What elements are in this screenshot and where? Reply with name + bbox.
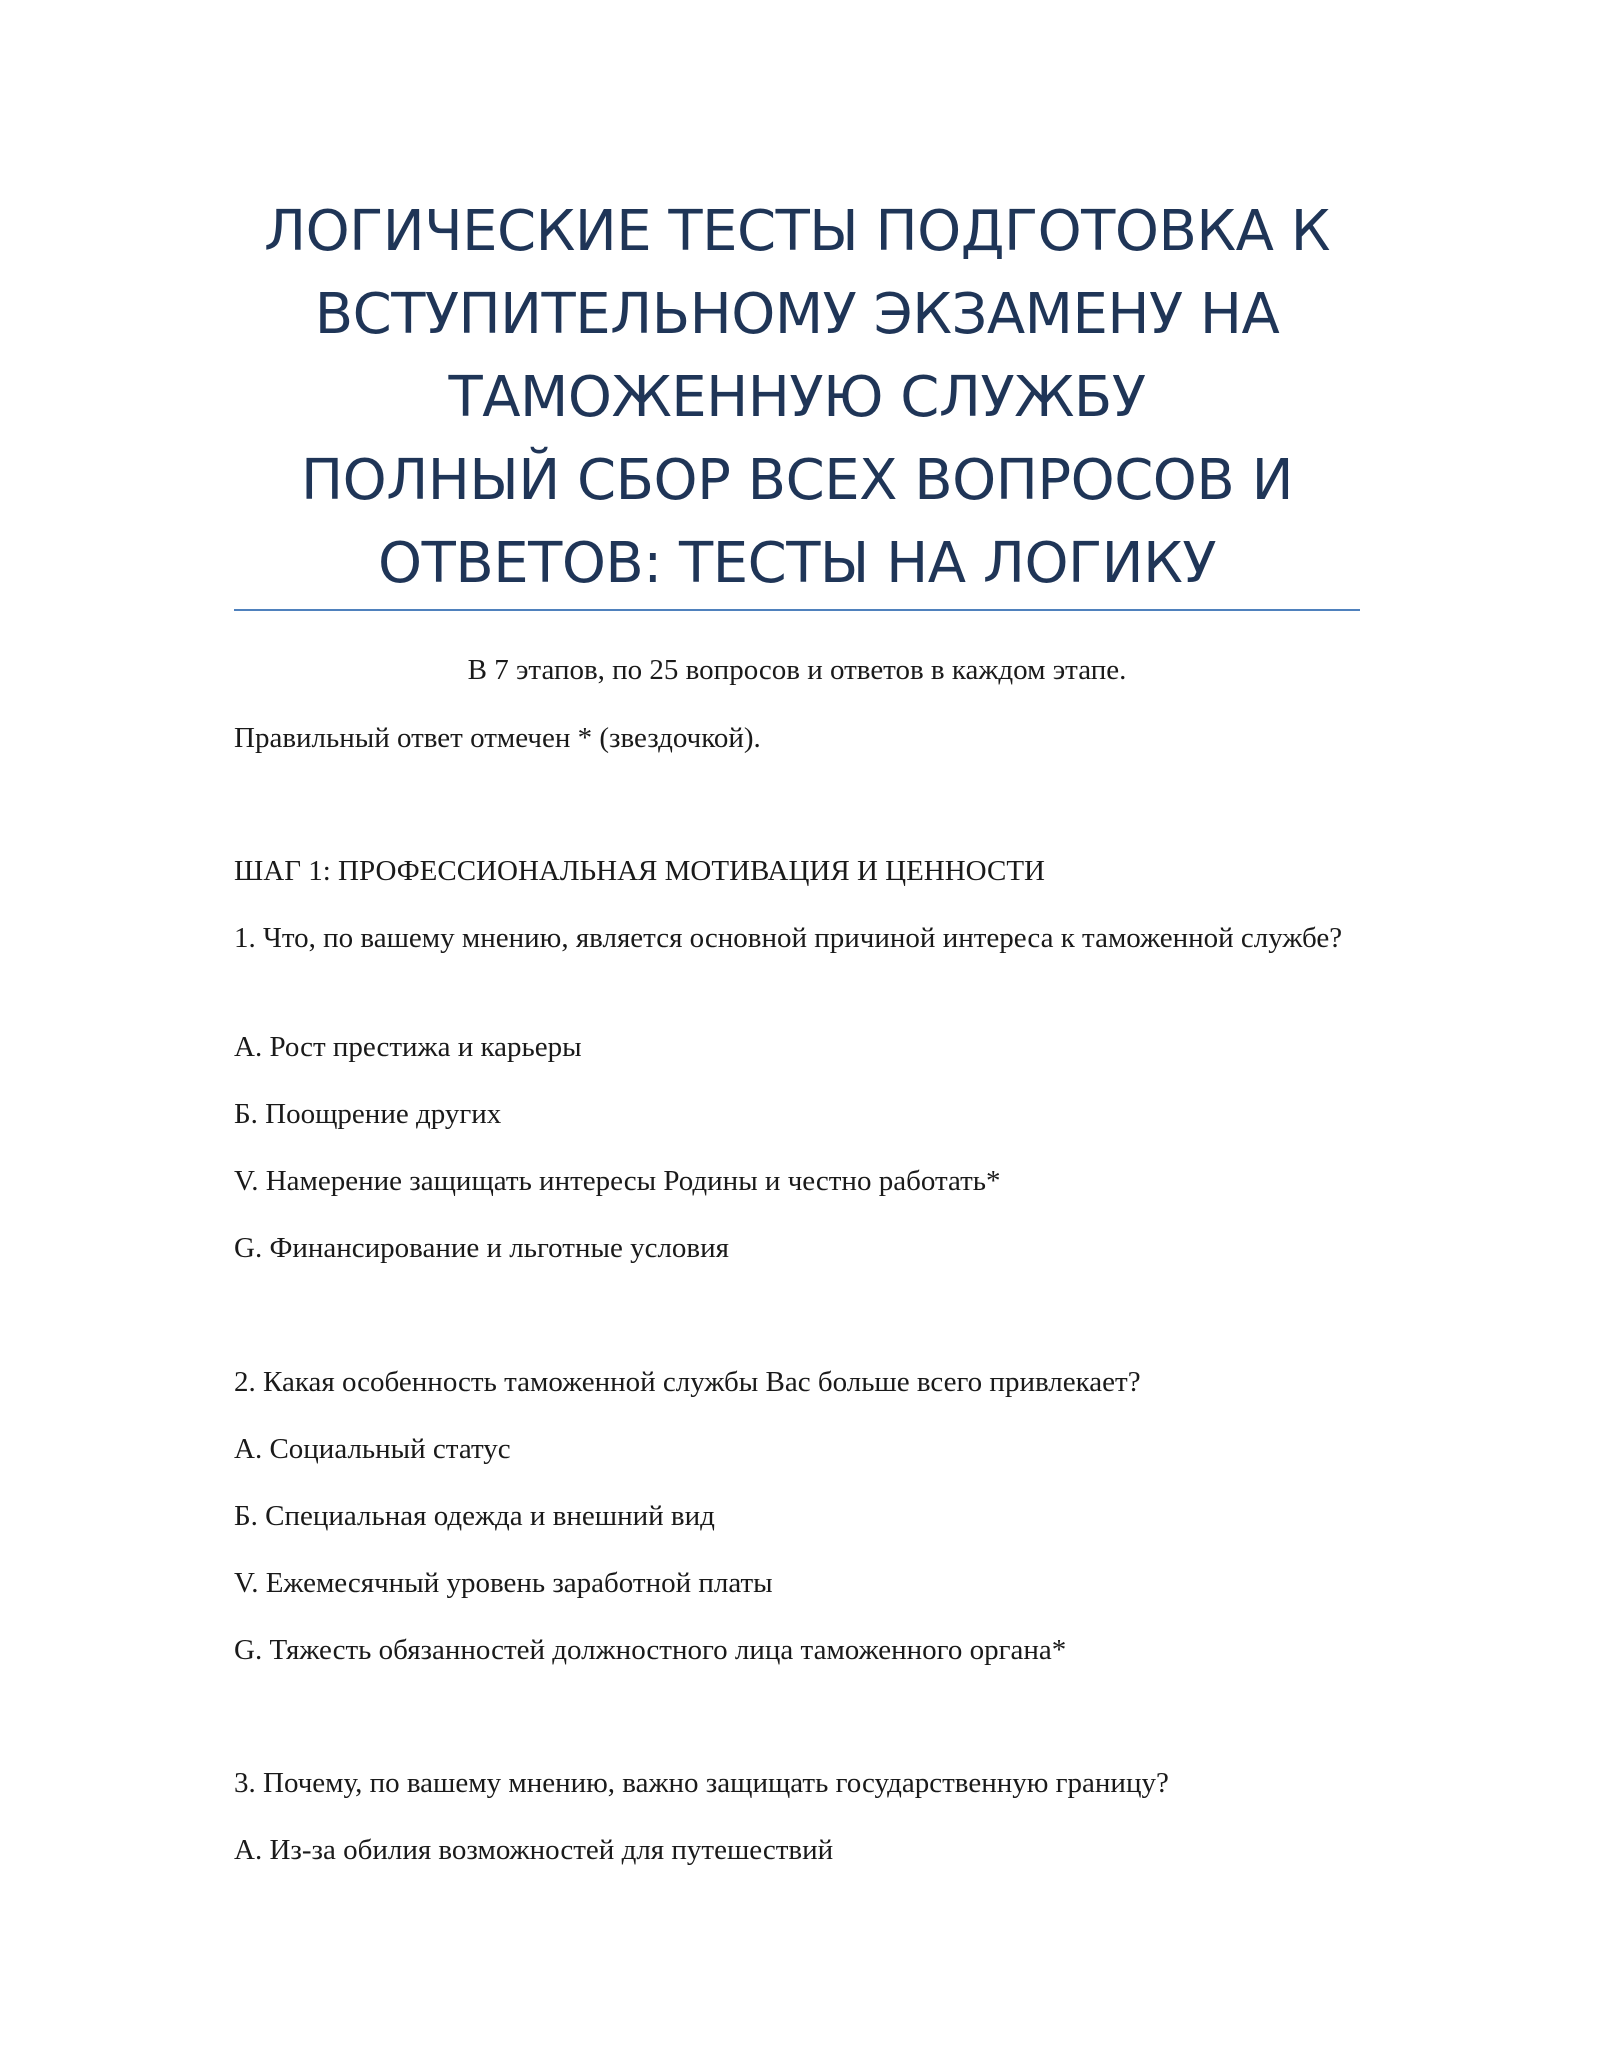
- question-3-option-a: А. Из-за обилия возможностей для путешествий: [234, 1834, 834, 1866]
- title-line: ЛОГИЧЕСКИЕ ТЕСТЫ ПОДГОТОВКА К: [263, 199, 1331, 264]
- intro-text: В 7 этапов, по 25 вопросов и ответов в каждом этапе.: [467, 654, 1127, 686]
- question-2-option-g: G. Тяжесть обязанностей должностного лица таможенного органа*: [234, 1634, 1067, 1666]
- title-line: ТАМОЖЕННУЮ СЛУЖБУ: [448, 365, 1146, 430]
- question-1-option-a: А. Рост престижа и карьеры: [234, 1031, 582, 1063]
- title-line: ОТВЕТОВ: ТЕСТЫ НА ЛОГИКУ: [378, 531, 1216, 596]
- question-2-text: 2. Какая особенность таможенной службы Вас больше всего привлекает?: [234, 1366, 1141, 1398]
- step-heading: ШАГ 1: ПРОФЕССИОНАЛЬНАЯ МОТИВАЦИЯ И ЦЕННОСТИ: [234, 855, 1045, 887]
- question-1-text: 1. Что, по вашему мнению, является основной причиной интереса к таможенной службе?: [234, 922, 1343, 954]
- title-divider: [234, 609, 1360, 611]
- title-line: ВСТУПИТЕЛЬНОМУ ЭКЗАМЕНУ НА: [314, 282, 1280, 347]
- question-2-option-v: V. Ежемесячный уровень заработной платы: [234, 1567, 773, 1599]
- question-1-option-v: V. Намерение защищать интересы Родины и честно работать*: [234, 1165, 1001, 1197]
- question-2-option-b: Б. Специальная одежда и внешний вид: [234, 1500, 715, 1532]
- question-1-option-b: Б. Поощрение других: [234, 1098, 502, 1130]
- question-2-option-a: А. Социальный статус: [234, 1433, 511, 1465]
- question-1-option-g: G. Финансирование и льготные условия: [234, 1232, 729, 1264]
- title-line: ПОЛНЫЙ СБОР ВСЕХ ВОПРОСОВ И: [301, 448, 1293, 513]
- answer-note: Правильный ответ отмечен * (звездочкой).: [234, 722, 761, 754]
- document-title: [234, 190, 1360, 605]
- question-3-text: 3. Почему, по вашему мнению, важно защищать государственную границу?: [234, 1767, 1169, 1799]
